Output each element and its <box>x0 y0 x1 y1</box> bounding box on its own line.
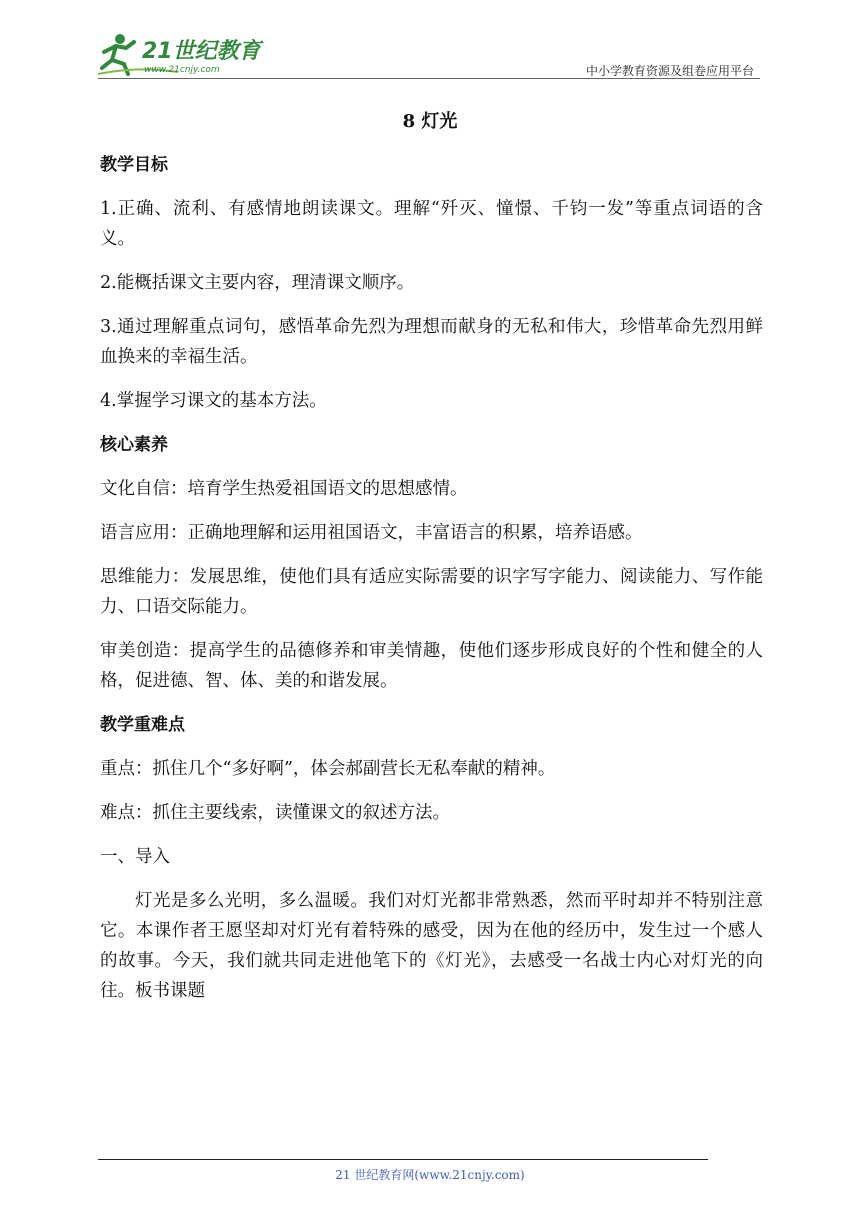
intro-paragraph: 灯光是多么光明，多么温暖。我们对灯光都非常熟悉，然而平时却并不特别注意它。本课作者王愿坚却对灯光有着特殊的感受，因为在他的经历中，发生过一个感人的故事。今天，我们就共同走进他笔下的《灯光》，去感受一名战士内心对灯光的向往。板书课题 <box>100 891 763 1001</box>
goal-item: 2.能概括课文主要内容，理清课文顺序。 <box>100 273 415 293</box>
document-body <box>100 150 763 1020</box>
key-point: 重点：抓住几个“多好啊”，体会郝副营长无私奉献的精神。 <box>100 759 556 779</box>
logo-21cnjy <box>98 30 268 78</box>
page-header <box>98 30 760 80</box>
core-item: 思维能力：发展思维，使他们具有适应实际需要的识字写字能力、阅读能力、写作能力、口语交际能力。 <box>100 567 763 617</box>
core-item: 审美创造：提高学生的品德修养和审美情趣，使他们逐步形成良好的个性和健全的人格，促进德、智、体、美的和谐发展。 <box>100 641 763 691</box>
heading-teaching-goals: 教学目标 <box>100 155 168 175</box>
document-title: 8 灯光 <box>402 111 458 132</box>
core-item: 语言应用：正确地理解和运用祖国语文，丰富语言的积累，培养语感。 <box>100 523 643 543</box>
footer-divider <box>98 1159 708 1160</box>
core-item: 文化自信：培育学生热爱祖国语文的思想感情。 <box>100 479 468 499</box>
goal-item: 4.掌握学习课文的基本方法。 <box>100 391 327 411</box>
svg-text:www.21cnjy.com: www.21cnjy.com <box>144 65 220 75</box>
difficult-point: 难点：抓住主要线索，读懂课文的叙述方法。 <box>100 803 450 823</box>
goal-item: 3.通过理解重点词句，感悟革命先烈为理想而献身的无私和伟大，珍惜革命先烈用鲜血换来的幸福生活。 <box>100 317 763 367</box>
svg-text:21世纪教育: 21世纪教育 <box>142 39 261 64</box>
platform-label: 中小学教育资源及组卷应用平台 <box>585 64 754 78</box>
heading-introduction: 一、导入 <box>100 847 170 867</box>
footer-link[interactable]: 21 世纪教育网(www.21cnjy.com) <box>335 1168 525 1182</box>
heading-core-literacy: 核心素养 <box>100 435 168 455</box>
heading-key-points: 教学重难点 <box>100 715 185 735</box>
goal-item: 1.正确、流利、有感情地朗读课文。理解“歼灭、憧憬、千钧一发”等重点词语的含义。 <box>100 199 763 249</box>
header-divider <box>98 78 760 79</box>
